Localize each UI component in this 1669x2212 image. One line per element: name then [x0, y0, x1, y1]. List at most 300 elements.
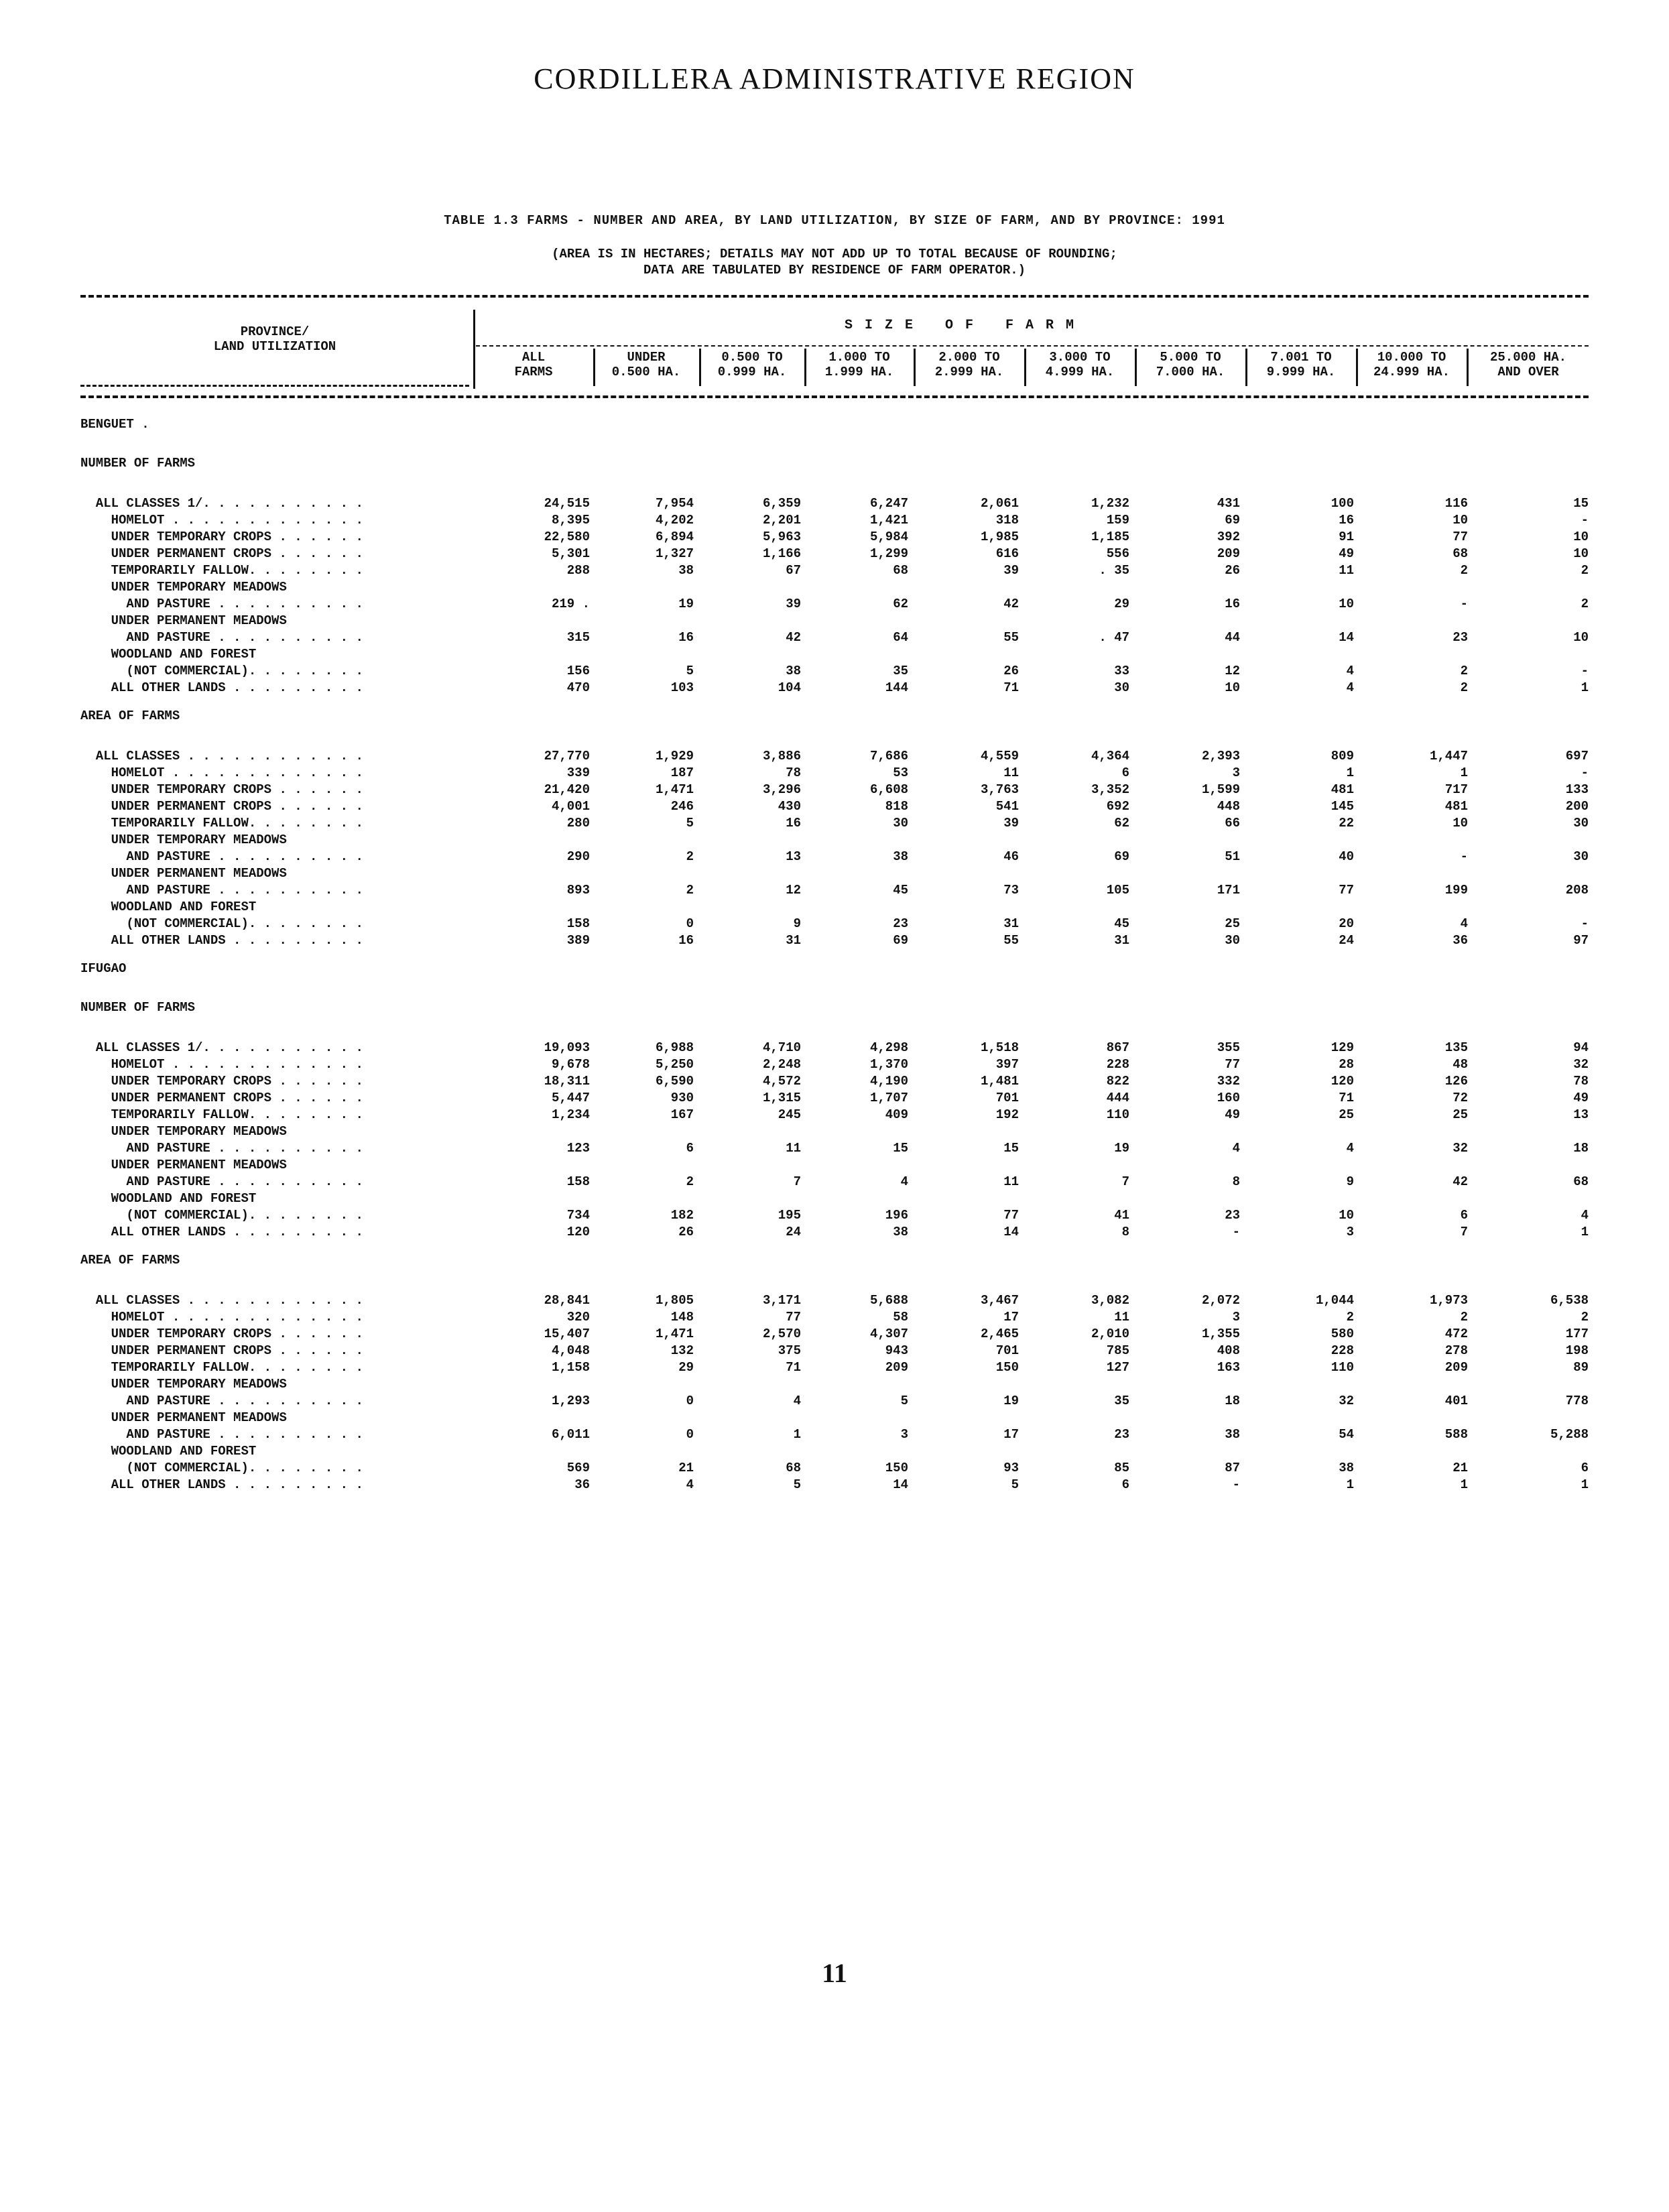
table-cell: 133: [1565, 782, 1589, 797]
table-cell: 818: [885, 799, 908, 814]
table-cell: 49: [1573, 1091, 1589, 1105]
table-cell: 580: [1331, 1327, 1354, 1341]
table-cell: 1,421: [869, 513, 908, 528]
table-cell: 1: [1460, 1477, 1468, 1492]
table-cell: [694, 405, 801, 444]
table-cell: [694, 1241, 801, 1280]
table-cell: 21: [1452, 1461, 1468, 1475]
table-cell: 1,355: [1201, 1327, 1240, 1341]
table-row-heading: [80, 949, 1589, 988]
table-cell: 30: [1225, 933, 1240, 948]
table-cell: 245: [778, 1107, 801, 1122]
table-cell: 470: [566, 680, 590, 695]
table-row: [80, 512, 1589, 529]
table-cell: [590, 865, 694, 882]
table-cell: 7,686: [869, 749, 908, 763]
table-cell: [1354, 646, 1468, 663]
table-row: [80, 562, 1589, 579]
table-cell: 187: [670, 765, 694, 780]
table-cell: 4,001: [551, 799, 590, 814]
table-cell: [1019, 988, 1129, 1027]
table-cell: [1240, 899, 1354, 916]
table-cell: 30: [893, 816, 908, 831]
table-cell: 71: [786, 1360, 801, 1375]
table-cell: 219 .: [551, 597, 590, 611]
row-label: WOODLAND AND FOREST: [80, 1191, 257, 1206]
col-header-all-farms: ALL FARMS: [514, 350, 553, 379]
table-cell: 11: [786, 1141, 801, 1156]
table-cell: 10: [1339, 1208, 1354, 1223]
table-cell: 16: [786, 816, 801, 831]
table-cell: 1,370: [869, 1057, 908, 1072]
table-row: [80, 815, 1589, 832]
table-cell: 29: [1114, 597, 1129, 611]
table-cell: 31: [786, 933, 801, 948]
table-cell: 10: [1573, 630, 1589, 645]
table-cell: [1354, 405, 1468, 444]
table-row-heading: [80, 1410, 1589, 1426]
table-cell: [1240, 405, 1354, 444]
table-cell: 588: [1444, 1427, 1468, 1442]
table-cell: 25: [1339, 1107, 1354, 1122]
table-cell: 198: [1565, 1343, 1589, 1358]
table-cell: [908, 1241, 1019, 1280]
table-cell: 208: [1565, 883, 1589, 898]
table-cell: [1019, 1241, 1129, 1280]
row-label: UNDER PERMANENT CROPS . . . . . .: [80, 1343, 363, 1358]
table-cell: [1468, 579, 1589, 596]
table-cell: 25: [1452, 1107, 1468, 1122]
table-cell: 1,293: [551, 1394, 590, 1408]
row-label: AND PASTURE . . . . . . . . . .: [80, 1427, 363, 1442]
table-cell: [1240, 1443, 1354, 1460]
table-cell: 0: [686, 1394, 694, 1408]
table-cell: [590, 988, 694, 1027]
table-cell: [1019, 1123, 1129, 1140]
table-cell: [801, 1376, 908, 1393]
table-cell: [1240, 646, 1354, 663]
table-cell: 2: [1460, 1310, 1468, 1325]
table-cell: 717: [1444, 782, 1468, 797]
table-cell: 100: [1331, 496, 1354, 511]
table-cell: [590, 405, 694, 444]
table-cell: 4: [686, 1477, 694, 1492]
table-cell: 20: [1339, 916, 1354, 931]
table-cell: 39: [786, 597, 801, 611]
table-cell: 2: [1581, 1310, 1589, 1325]
table-cell: 13: [1573, 1107, 1589, 1122]
table-cell: [1240, 832, 1354, 849]
table-cell: [1354, 988, 1468, 1027]
table-cell: 1,327: [655, 546, 694, 561]
table-cell: 1,973: [1429, 1293, 1468, 1308]
table-cell: [590, 899, 694, 916]
table-cell: 5: [686, 816, 694, 831]
row-label: UNDER TEMPORARY CROPS . . . . . .: [80, 782, 363, 797]
table-cell: [908, 696, 1019, 735]
table-cell: 2: [1581, 597, 1589, 611]
table-cell: 448: [1217, 799, 1240, 814]
table-cell: 28,841: [544, 1293, 590, 1308]
table-cell: -: [1581, 916, 1589, 931]
table-cell: 53: [893, 765, 908, 780]
table-cell: 5,288: [1550, 1427, 1589, 1442]
table-cell: 2,248: [762, 1057, 801, 1072]
table-cell: 23: [893, 916, 908, 931]
col-header-7001-9999: 7.001 TO 9.999 HA.: [1266, 350, 1336, 379]
table-cell: 1,599: [1201, 782, 1240, 797]
table-cell: 77: [1003, 1208, 1019, 1223]
table-cell: 2,201: [762, 513, 801, 528]
table-cell: [1354, 1443, 1468, 1460]
table-cell: 156: [566, 664, 590, 678]
row-label: UNDER TEMPORARY MEADOWS: [80, 1377, 287, 1392]
stub-rule-bottom: [80, 385, 469, 387]
table-cell: 3,296: [762, 782, 801, 797]
table-cell: 7: [793, 1174, 801, 1189]
table-cell: [694, 865, 801, 882]
table-cell: 10: [1225, 680, 1240, 695]
table-cell: 2,061: [980, 496, 1019, 511]
row-label: UNDER TEMPORARY MEADOWS: [80, 1124, 287, 1139]
row-label: WOODLAND AND FOREST: [80, 1444, 257, 1459]
table-cell: 18: [1225, 1394, 1240, 1408]
table-row: [80, 798, 1589, 815]
table-note-line-1: (AREA IS IN HECTARES; DETAILS MAY NOT ADD UP TO TOTAL BECAUSE OF ROUNDING;: [552, 247, 1117, 261]
table-cell: 1: [1346, 1477, 1354, 1492]
table-cell: 10: [1573, 546, 1589, 561]
table-cell: [1129, 988, 1240, 1027]
table-cell: 4,364: [1091, 749, 1129, 763]
table-cell: [694, 949, 801, 988]
table-cell: 1: [1581, 680, 1589, 695]
table-cell: [590, 613, 694, 629]
table-cell: 2,393: [1201, 749, 1240, 763]
table-cell: 318: [995, 513, 1019, 528]
table-cell: 14: [1339, 630, 1354, 645]
table-cell: 11: [1003, 1174, 1019, 1189]
table-cell: 110: [1331, 1360, 1354, 1375]
row-label: ALL CLASSES 1/. . . . . . . . . . .: [80, 496, 363, 511]
table-cell: 867: [1106, 1040, 1129, 1055]
table-cell: [908, 405, 1019, 444]
table-cell: [469, 646, 590, 663]
table-cell: [590, 949, 694, 988]
table-cell: [1019, 1376, 1129, 1393]
table-cell: 288: [566, 563, 590, 578]
table-cell: [590, 832, 694, 849]
table-cell: [908, 865, 1019, 882]
table-cell: [1240, 1241, 1354, 1280]
table-cell: 4: [1581, 1208, 1589, 1223]
table-cell: 5: [793, 1477, 801, 1492]
table-cell: [1240, 1157, 1354, 1174]
table-cell: 5,447: [551, 1091, 590, 1105]
table-cell: 182: [670, 1208, 694, 1223]
table-cell: 2: [1346, 1310, 1354, 1325]
table-cell: 48: [1452, 1057, 1468, 1072]
table-cell: [1240, 696, 1354, 735]
table-cell: 3,467: [980, 1293, 1019, 1308]
table-cell: 11: [1114, 1310, 1129, 1325]
table-cell: 19: [678, 597, 694, 611]
table-cell: 26: [1003, 664, 1019, 678]
table-cell: [1354, 613, 1468, 629]
table-row: [80, 1207, 1589, 1224]
row-label: ALL OTHER LANDS . . . . . . . . .: [80, 680, 363, 695]
table-cell: 129: [1331, 1040, 1354, 1055]
table-cell: [1129, 949, 1240, 988]
table-cell: [469, 579, 590, 596]
table-cell: [1129, 1241, 1240, 1280]
header-rule-bottom: [80, 395, 1589, 398]
table-cell: 1,158: [551, 1360, 590, 1375]
table-cell: 444: [1106, 1091, 1129, 1105]
table-cell: 40: [1339, 849, 1354, 864]
table-cell: 1: [1581, 1225, 1589, 1239]
table-cell: 9,678: [551, 1057, 590, 1072]
table-cell: 472: [1444, 1327, 1468, 1341]
table-cell: 144: [885, 680, 908, 695]
table-cell: [1129, 646, 1240, 663]
table-cell: 6,247: [869, 496, 908, 511]
row-label: TEMPORARILY FALLOW. . . . . . . .: [80, 816, 363, 831]
table-cell: 10: [1452, 816, 1468, 831]
table-cell: [590, 1157, 694, 1174]
table-cell: 71: [1339, 1091, 1354, 1105]
table-cell: [1354, 579, 1468, 596]
table-cell: [1468, 1123, 1589, 1140]
table-cell: 6: [1460, 1208, 1468, 1223]
table-cell: [1019, 832, 1129, 849]
table-cell: 2: [1460, 680, 1468, 695]
table-cell: 1,481: [980, 1074, 1019, 1089]
table-cell: [801, 1443, 908, 1460]
table-cell: [694, 696, 801, 735]
table-cell: 278: [1444, 1343, 1468, 1358]
row-label: ALL OTHER LANDS . . . . . . . . .: [80, 1477, 363, 1492]
table-cell: 2,465: [980, 1327, 1019, 1341]
table-cell: 110: [1106, 1107, 1129, 1122]
table-row: [80, 483, 1589, 512]
table-cell: [908, 646, 1019, 663]
table-cell: [1129, 444, 1240, 483]
table-cell: 4: [1232, 1141, 1240, 1156]
table-row-heading: [80, 1376, 1589, 1393]
table-cell: 69: [893, 933, 908, 948]
table-cell: 77: [786, 1310, 801, 1325]
table-cell: 430: [778, 799, 801, 814]
table-cell: 822: [1106, 1074, 1129, 1089]
table-cell: 36: [1452, 933, 1468, 948]
table-cell: [908, 988, 1019, 1027]
table-cell: [1468, 1157, 1589, 1174]
table-cell: 4: [793, 1394, 801, 1408]
table-row-heading: [80, 613, 1589, 629]
row-label: UNDER TEMPORARY MEADOWS: [80, 580, 287, 595]
table-cell: 24: [1339, 933, 1354, 948]
table-cell: [801, 696, 908, 735]
table-cell: [590, 1376, 694, 1393]
table-cell: 246: [670, 799, 694, 814]
table-cell: [1129, 1376, 1240, 1393]
table-cell: 49: [1225, 1107, 1240, 1122]
table-cell: [590, 1241, 694, 1280]
region-heading: CORDILLERA ADMINISTRATIVE REGION: [534, 62, 1135, 95]
table-cell: [1019, 1410, 1129, 1426]
table-cell: 21,420: [544, 782, 590, 797]
col-header-2000-2999: 2.000 TO 2.999 HA.: [934, 350, 1004, 379]
row-label: UNDER PERMANENT CROPS . . . . . .: [80, 799, 363, 814]
table-cell: [1129, 1123, 1240, 1140]
row-label: UNDER PERMANENT MEADOWS: [80, 866, 287, 881]
table-cell: 280: [566, 816, 590, 831]
table-row-heading: [80, 696, 1589, 735]
table-cell: -: [1581, 765, 1589, 780]
table-cell: 1,471: [655, 782, 694, 797]
table-cell: 26: [678, 1225, 694, 1239]
table-cell: 3: [1346, 1225, 1354, 1239]
table-cell: 4,559: [980, 749, 1019, 763]
row-label: AREA OF FARMS: [80, 1252, 180, 1268]
table-cell: 45: [1114, 916, 1129, 931]
table-cell: 145: [1331, 799, 1354, 814]
table-cell: 77: [1452, 530, 1468, 544]
table-cell: 69: [1114, 849, 1129, 864]
table-cell: 3,171: [762, 1293, 801, 1308]
table-cell: [1240, 1190, 1354, 1207]
row-label: NUMBER OF FARMS: [80, 999, 196, 1015]
table-cell: [1129, 1443, 1240, 1460]
table-cell: [1354, 1123, 1468, 1140]
table-cell: [1019, 579, 1129, 596]
table-cell: 4,048: [551, 1343, 590, 1358]
row-label: AND PASTURE . . . . . . . . . .: [80, 630, 363, 645]
table-cell: [694, 579, 801, 596]
table-cell: 17: [1003, 1427, 1019, 1442]
row-label: ALL OTHER LANDS . . . . . . . . .: [80, 933, 363, 948]
table-cell: 30: [1114, 680, 1129, 695]
table-cell: 431: [1217, 496, 1240, 511]
table-cell: 16: [678, 630, 694, 645]
table-cell: [908, 832, 1019, 849]
stub-header-line-2: LAND UTILIZATION: [213, 339, 336, 354]
table-cell: 104: [778, 680, 801, 695]
table-cell: 22: [1339, 816, 1354, 831]
table-cell: [1354, 1410, 1468, 1426]
row-label: WOODLAND AND FOREST: [80, 647, 257, 662]
table-row: [80, 546, 1589, 562]
table-row: [80, 1140, 1589, 1157]
table-cell: 159: [1106, 513, 1129, 528]
table-cell: [469, 1376, 590, 1393]
table-row-heading: [80, 579, 1589, 596]
col-header-1000-1999: 1.000 TO 1.999 HA.: [824, 350, 894, 379]
table-cell: [801, 988, 908, 1027]
table-cell: 1,299: [869, 546, 908, 561]
table-cell: 25: [1225, 916, 1240, 931]
row-label: UNDER PERMANENT MEADOWS: [80, 1158, 287, 1172]
table-cell: 6,894: [655, 530, 694, 544]
table-cell: 6,359: [762, 496, 801, 511]
table-cell: 167: [670, 1107, 694, 1122]
table-cell: 38: [893, 1225, 908, 1239]
row-label: ALL CLASSES 1/. . . . . . . . . . .: [80, 1040, 363, 1055]
table-cell: [1019, 696, 1129, 735]
table-cell: 5,963: [762, 530, 801, 544]
table-cell: [908, 949, 1019, 988]
table-cell: 177: [1565, 1327, 1589, 1341]
table-note-line-2: DATA ARE TABULATED BY RESIDENCE OF FARM OPERATOR.): [643, 263, 1026, 278]
stub-header-line-1: PROVINCE/: [240, 324, 310, 339]
table-cell: 15: [1003, 1141, 1019, 1156]
col-header-5000-7000: 5.000 TO 7.000 HA.: [1156, 350, 1225, 379]
table-cell: 1,929: [655, 749, 694, 763]
table-cell: 23: [1225, 1208, 1240, 1223]
table-cell: [469, 865, 590, 882]
row-label: AND PASTURE . . . . . . . . . .: [80, 1174, 363, 1189]
table-row-heading: [80, 1241, 1589, 1280]
table-row: [80, 680, 1589, 696]
table-cell: 4: [1460, 916, 1468, 931]
table-cell: 150: [995, 1360, 1019, 1375]
table-cell: 78: [786, 765, 801, 780]
row-label: UNDER PERMANENT CROPS . . . . . .: [80, 1091, 363, 1105]
table-cell: 14: [1003, 1225, 1019, 1239]
table-cell: 6: [1581, 1461, 1589, 1475]
col-header-under-0500: UNDER 0.500 HA.: [611, 350, 681, 379]
page-number: 11: [822, 1958, 847, 1988]
table-cell: 409: [885, 1107, 908, 1122]
table-row: [80, 629, 1589, 646]
table-cell: 1,315: [762, 1091, 801, 1105]
col-header-0500-0999: 0.500 TO 0.999 HA.: [717, 350, 787, 379]
row-label: TEMPORARILY FALLOW. . . . . . . .: [80, 1360, 363, 1375]
row-label: UNDER TEMPORARY MEADOWS: [80, 833, 287, 847]
row-label: AND PASTURE . . . . . . . . . .: [80, 1394, 363, 1408]
table-cell: [1468, 646, 1589, 663]
table-cell: 97: [1573, 933, 1589, 948]
table-row: [80, 765, 1589, 782]
table-cell: 1,232: [1091, 496, 1129, 511]
table-cell: [801, 865, 908, 882]
table-cell: [1019, 1190, 1129, 1207]
row-label: AND PASTURE . . . . . . . . . .: [80, 597, 363, 611]
table-cell: [1354, 1157, 1468, 1174]
table-cell: 24,515: [544, 496, 590, 511]
table-cell: [801, 949, 908, 988]
table-cell: [1354, 1190, 1468, 1207]
table-cell: [1129, 865, 1240, 882]
table-cell: [694, 646, 801, 663]
table-cell: 1,044: [1315, 1293, 1354, 1308]
table-cell: 290: [566, 849, 590, 864]
table-cell: 22,580: [544, 530, 590, 544]
table-cell: 66: [1225, 816, 1240, 831]
table-row-heading: [80, 832, 1589, 849]
table-cell: 171: [1217, 883, 1240, 898]
table-cell: [1468, 405, 1589, 444]
table-cell: 5,984: [869, 530, 908, 544]
table-cell: 39: [1003, 563, 1019, 578]
table-cell: [590, 1443, 694, 1460]
table-cell: [590, 444, 694, 483]
table-cell: 5,301: [551, 546, 590, 561]
table-cell: 15: [893, 1141, 908, 1156]
table-cell: [1129, 832, 1240, 849]
table-cell: 21: [678, 1461, 694, 1475]
table-cell: 158: [566, 916, 590, 931]
